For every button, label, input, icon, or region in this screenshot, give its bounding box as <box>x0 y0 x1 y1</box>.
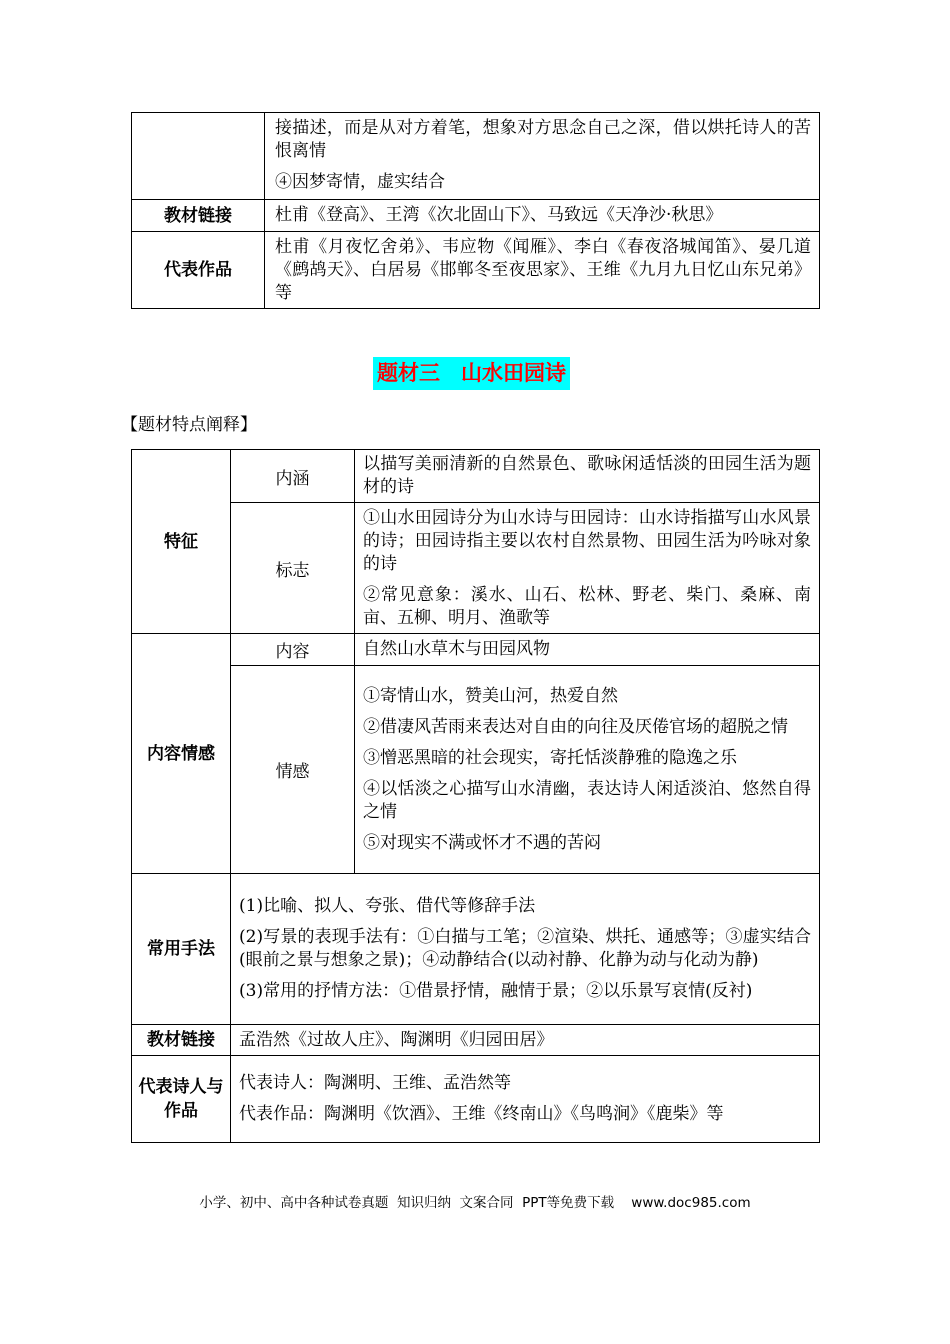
emotion-item: ③憎恶黑暗的社会现实，寄托恬淡静雅的隐逸之乐 <box>363 747 737 768</box>
feature-table <box>131 449 820 1143</box>
emotion-item: ①寄情山水，赞美山河，热爱自然 <box>363 685 618 706</box>
empty-label-cell <box>132 113 265 200</box>
technique-item: (2)写景的表现手法有：①白描与工笔；②渲染、烘托、通感等；③虚实结合(眼前之景与想象之景)；④动静结合(以动衬静、化静为动与化动为静) <box>239 927 811 970</box>
emotion-item: ⑤对现实不满或怀才不遇的苦闷 <box>363 832 601 853</box>
technique-item: (3)常用的抒情方法：①借景抒情，融情于景；②以乐景写哀情(反衬) <box>239 981 753 1001</box>
mark-item: ②常见意象：溪水、山石、松林、野老、柴门、桑麻、南亩、五柳、明月、渔歌等 <box>363 584 811 628</box>
technique-item: (1)比喻、拟人、夸张、借代等修辞手法 <box>239 896 536 916</box>
mark-cell <box>355 503 820 634</box>
technique-cell <box>265 113 820 200</box>
mark-label: 标志 <box>231 503 355 634</box>
textbook-value: 杜甫《登高》、王湾《次北固山下》、马致远《天净沙·秋思》 <box>265 200 820 232</box>
connotation-label: 内涵 <box>231 450 355 503</box>
page-footer: 小学、初中、高中各种试卷真题 知识归纳 文案合同 PPT等免费下载 www.doc985.com <box>199 1195 751 1211</box>
content-value: 自然山水草木与田园风物 <box>355 634 820 666</box>
emotion-item: ④以恬淡之心描写山水清幽，表达诗人闲适淡泊、悠然自得之情 <box>363 778 811 822</box>
connotation-value: 以描写美丽清新的自然景色、歌咏闲适恬淡的田园生活为题材的诗 <box>355 450 820 503</box>
emotion-item: ②借凄风苦雨来表达对自由的向往及厌倦官场的超脱之情 <box>363 716 788 737</box>
emotion-cell <box>355 666 820 874</box>
works-value: 杜甫《月夜忆舍弟》、韦应物《闻雁》、李白《春夜洛城闻笛》、晏几道《鹧鸪天》、白居易《邯郸冬至夜思家》、王维《九月九日忆山东兄弟》等 <box>265 232 820 309</box>
techniques-label: 常用手法 <box>132 874 231 1025</box>
section-heading: 【题材特点阐释】 <box>121 415 257 435</box>
content-emotion-label: 内容情感 <box>132 634 231 874</box>
feature-label: 特征 <box>132 450 231 634</box>
continuation-table <box>131 112 820 309</box>
works-label: 代表作品 <box>132 232 265 309</box>
content-label: 内容 <box>231 634 355 666</box>
section-title: 题材三 山水田园诗 <box>373 357 570 390</box>
technique-text: ④因梦寄情，虚实结合 <box>275 171 445 192</box>
poets-cell <box>231 1056 820 1143</box>
technique-text: 接描述，而是从对方着笔，想象对方思念自己之深，借以烘托诗人的苦恨离情 <box>275 117 811 161</box>
techniques-cell <box>231 874 820 1025</box>
textbook-label: 教材链接 <box>132 200 265 232</box>
poets-item: 代表诗人：陶渊明、王维、孟浩然等 <box>239 1073 511 1093</box>
poets-item: 代表作品：陶渊明《饮酒》、王维《终南山》《鸟鸣涧》《鹿柴》等 <box>239 1104 724 1124</box>
textbook-value: 孟浩然《过故人庄》、陶渊明《归园田居》 <box>231 1025 820 1056</box>
textbook-label: 教材链接 <box>132 1025 231 1056</box>
mark-item: ①山水田园诗分为山水诗与田园诗：山水诗指描写山水风景的诗；田园诗指主要以农村自然景物、田园生活为吟咏对象的诗 <box>363 507 811 574</box>
poets-label: 代表诗人与作品 <box>132 1056 231 1143</box>
emotion-label: 情感 <box>231 666 355 874</box>
